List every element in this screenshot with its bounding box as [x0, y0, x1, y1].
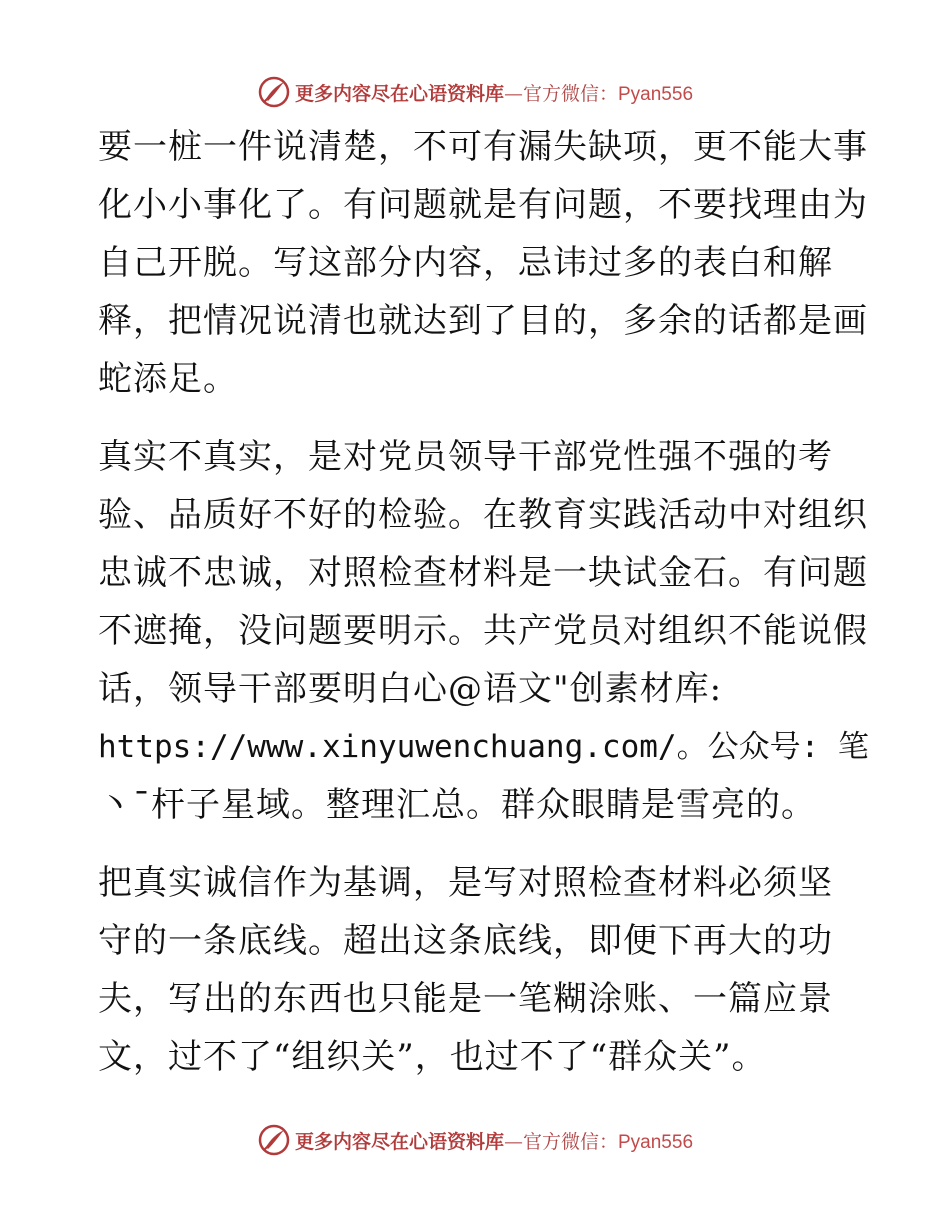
text-line: 要一桩一件说清楚，不可有漏失缺项，更不能大事 — [98, 127, 868, 167]
paragraph — [98, 854, 858, 1086]
text-line: 忠诚不忠诚，对照检查材料是一块试金石。有问题 — [98, 553, 868, 593]
url-line: https://www.xinyuwenchuang.com/。公众号: 笔 — [98, 729, 869, 765]
header-brand: 更多内容尽在心语资料库 — [294, 82, 504, 105]
document-body — [98, 118, 869, 1086]
footer-separator: — — [503, 1130, 523, 1153]
quill-logo-icon — [257, 75, 291, 109]
header-separator: — — [503, 82, 523, 105]
header-official-label: 官方微信： — [522, 82, 618, 105]
text-line: 不遮掩，没问题要明示。共产党员对组织不能说假 — [98, 611, 868, 651]
footer-official-label: 官方微信： — [522, 1130, 618, 1153]
text-line: 自己开脱。写这部分内容，忌讳过多的表白和解 — [98, 243, 833, 283]
paragraph — [98, 428, 869, 834]
text-line: 化小小事化了。有问题就是有问题，不要找理由为 — [98, 185, 868, 225]
text-line: 文，过不了“组织关”，也过不了“群众关”。 — [98, 1037, 767, 1077]
text-line: 释，把情况说清也就达到了目的，多余的话都是画 — [98, 301, 868, 341]
header-banner — [0, 72, 950, 112]
footer-text — [295, 1127, 693, 1154]
quill-logo-icon — [257, 1123, 291, 1157]
header-text — [295, 79, 693, 106]
footer-brand: 更多内容尽在心语资料库 — [294, 1130, 504, 1153]
header-wechat-handle: Pyan556 — [618, 83, 694, 105]
text-line: 蛇添足。 — [98, 359, 238, 399]
text-line: 把真实诚信作为基调，是写对照检查材料必须坚 — [98, 863, 833, 903]
text-line: 守的一条底线。超出这条底线，即便下再大的功 — [98, 921, 833, 961]
text-line: 话，领导干部要明白心@语文"创素材库: — [98, 669, 723, 709]
text-line: 夫，写出的东西也只能是一笔糊涂账、一篇应景 — [98, 979, 833, 1019]
paragraph — [98, 118, 868, 408]
text-line: 丶¯杆子星域。整理汇总。群众眼睛是雪亮的。 — [98, 785, 816, 825]
text-line: 真实不真实，是对党员领导干部党性强不强的考 — [98, 437, 833, 477]
text-line: 验、品质好不好的检验。在教育实践活动中对组织 — [98, 495, 868, 535]
footer-wechat-handle: Pyan556 — [618, 1131, 694, 1153]
footer-banner — [0, 1120, 950, 1160]
